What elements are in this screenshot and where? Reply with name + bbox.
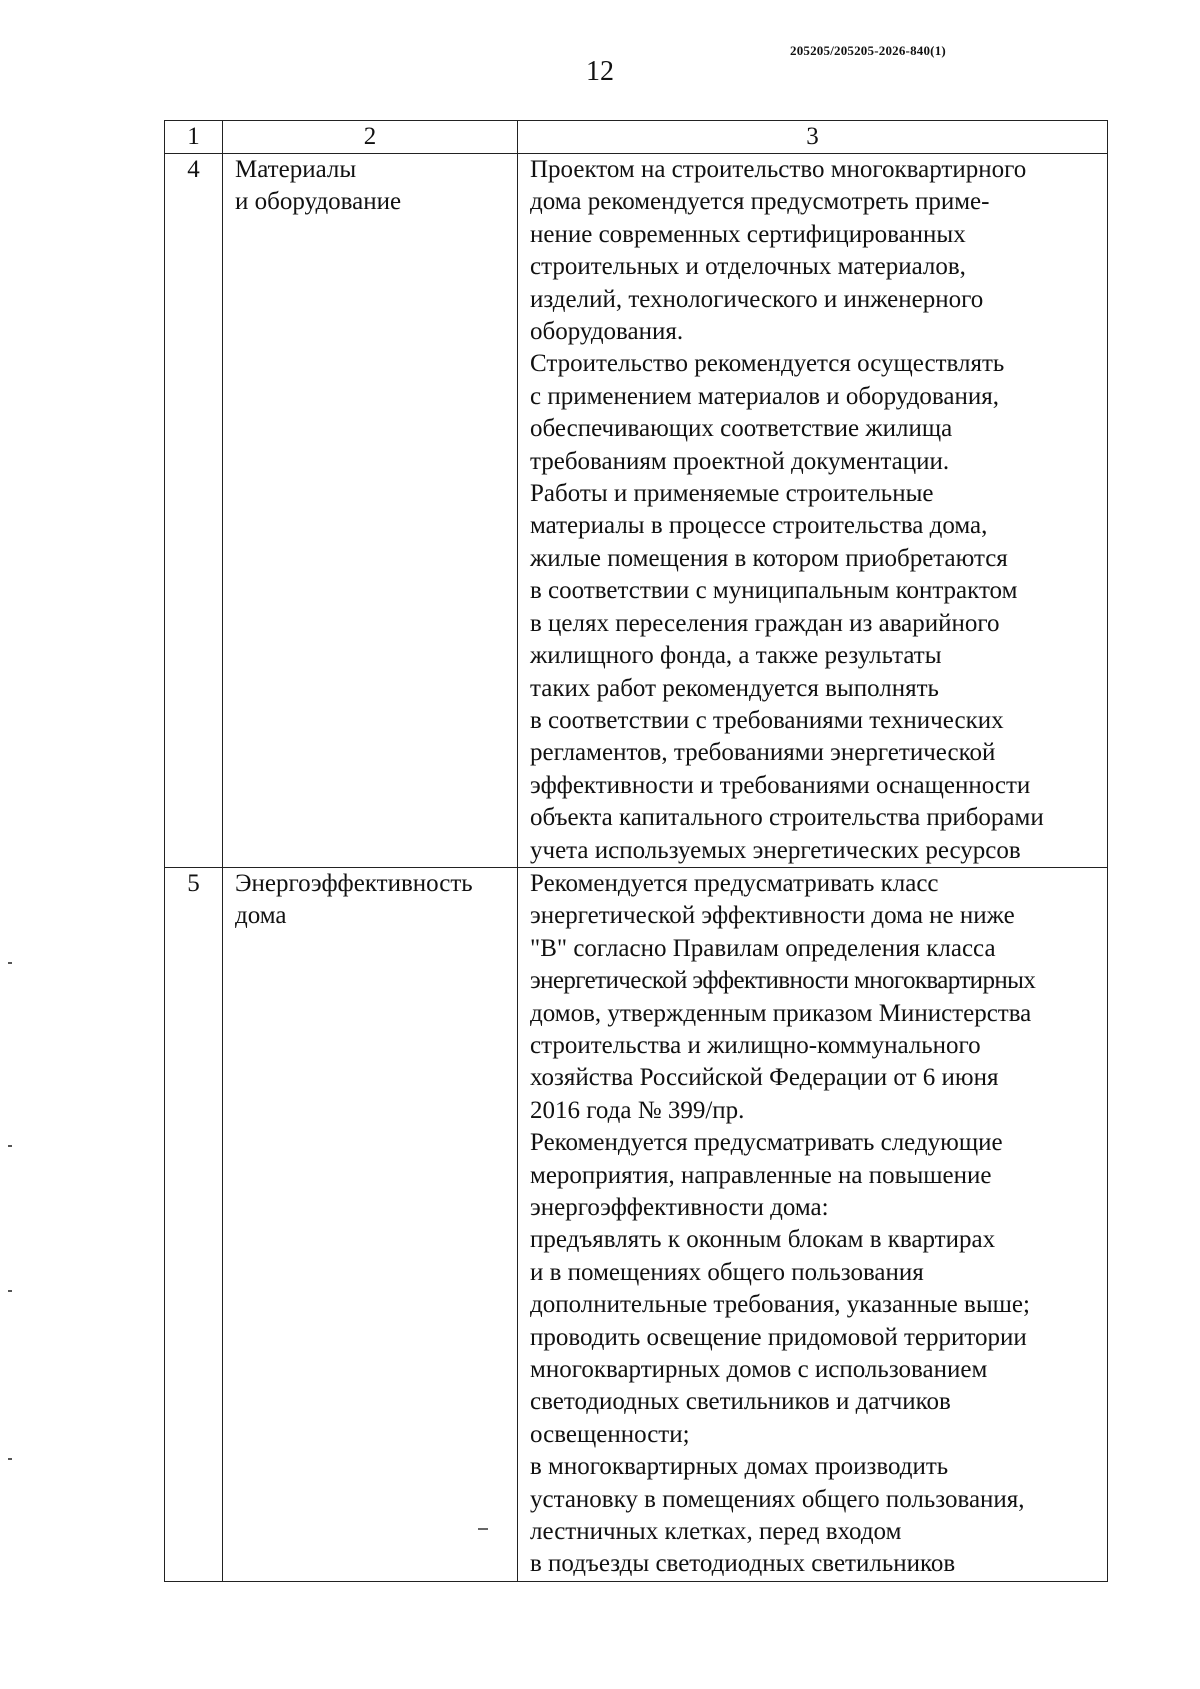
content-line: учета используемых энергетических ресурсов bbox=[530, 836, 1021, 864]
content-line: энергетической эффективности дома не ниже bbox=[530, 902, 1015, 930]
content-line: лестничных клетках, перед входом bbox=[530, 1518, 902, 1546]
content-line: и в помещениях общего пользования bbox=[530, 1258, 924, 1286]
content-line: строительных и отделочных материалов, bbox=[530, 253, 966, 281]
content-line: изделий, технологического и инженерного bbox=[530, 285, 984, 313]
content-line: Работы и применяемые строительные bbox=[530, 480, 934, 508]
content-line: светодиодных светильников и датчиков bbox=[530, 1388, 951, 1416]
row-content bbox=[518, 154, 1108, 868]
content-line: в целях переселения граждан из аварийного bbox=[530, 609, 1000, 637]
row-name bbox=[223, 154, 518, 868]
content-line: дополнительные требования, указанные выше; bbox=[530, 1291, 1030, 1319]
content-line: хозяйства Российской Федерации от 6 июня bbox=[530, 1064, 999, 1092]
row-name-line: Энергоэффективность bbox=[235, 869, 473, 897]
content-line: в многоквартирных домах производить bbox=[530, 1453, 949, 1481]
requirements-table bbox=[164, 120, 1108, 1582]
content-line: многоквартирных домов с использованием bbox=[530, 1356, 988, 1384]
content-line: с применением материалов и оборудования, bbox=[530, 382, 1000, 410]
row-name bbox=[223, 867, 518, 1581]
content-line: в подъезды светодиодных светильников bbox=[530, 1550, 956, 1578]
scan-margin-mark bbox=[8, 1145, 12, 1147]
row-name-line: дома bbox=[235, 902, 287, 930]
column-header: 3 bbox=[518, 121, 1108, 154]
content-line: энергоэффективности дома: bbox=[530, 1194, 829, 1221]
content-line: освещенности; bbox=[530, 1420, 690, 1448]
content-line: предъявлять к оконным блокам в квартирах bbox=[530, 1226, 996, 1254]
content-line: проводить освещение придомовой территории bbox=[530, 1323, 1027, 1351]
content-line: таких работ рекомендуется выполнять bbox=[530, 674, 939, 702]
content-line: требованиям проектной документации. bbox=[530, 447, 950, 475]
content-line: обеспечивающих соответствие жилища bbox=[530, 415, 953, 443]
content-line: регламентов, требованиями энергетической bbox=[530, 739, 996, 767]
content-line: "В" согласно Правилам определения класса bbox=[530, 934, 996, 962]
content-line: объекта капитального строительства приборами bbox=[530, 804, 1044, 832]
content-line: энергетической эффективности многоквартирных bbox=[530, 967, 1036, 995]
content-line: в соответствии с требованиями технических bbox=[530, 706, 1004, 734]
scan-margin-mark bbox=[8, 1458, 12, 1460]
row-number: 4 bbox=[165, 154, 223, 868]
content-line: домов, утвержденным приказом Министерства bbox=[530, 999, 1032, 1027]
content-line: жилищного фонда, а также результаты bbox=[530, 642, 942, 670]
row-number: 5 bbox=[165, 867, 223, 1581]
row-name-line: и оборудование bbox=[235, 188, 402, 216]
table-header-row bbox=[165, 121, 1108, 154]
content-line: нение современных сертифицированных bbox=[530, 220, 966, 248]
content-line: Строительство рекомендуется осуществлять bbox=[530, 350, 1005, 378]
content-line: мероприятия, направленные на повышение bbox=[530, 1161, 992, 1189]
table-row bbox=[165, 154, 1108, 868]
table-row bbox=[165, 867, 1108, 1581]
scan-margin-mark bbox=[8, 962, 12, 964]
content-line: жилые помещения в котором приобретаются bbox=[530, 544, 1008, 572]
scan-stray-mark bbox=[478, 1528, 488, 1530]
row-content bbox=[518, 867, 1108, 1581]
content-line: 2016 года № 399/пр. bbox=[530, 1096, 745, 1124]
content-line: Проектом на строительство многоквартирного bbox=[530, 156, 1027, 183]
row-name-line: Материалы bbox=[235, 156, 357, 183]
content-line: оборудования. bbox=[530, 318, 684, 346]
content-line: установку в помещениях общего пользования, bbox=[530, 1485, 1025, 1513]
content-line: строительства и жилищно-коммунального bbox=[530, 1031, 981, 1059]
content-line: Рекомендуется предусматривать класс bbox=[530, 869, 939, 897]
column-header: 1 bbox=[165, 121, 223, 154]
content-line: Рекомендуется предусматривать следующие bbox=[530, 1129, 1003, 1157]
content-line: дома рекомендуется предусмотреть приме- bbox=[530, 188, 990, 216]
column-header: 2 bbox=[223, 121, 518, 154]
content-line: материалы в процессе строительства дома, bbox=[530, 512, 988, 540]
page-number: 12 bbox=[586, 56, 614, 87]
content-line: в соответствии с муниципальным контрактом bbox=[530, 577, 1018, 605]
scan-margin-mark bbox=[8, 1290, 12, 1292]
document-code: 205205/205205-2026-840(1) bbox=[790, 43, 946, 58]
content-line: эффективности и требованиями оснащенности bbox=[530, 771, 1031, 799]
